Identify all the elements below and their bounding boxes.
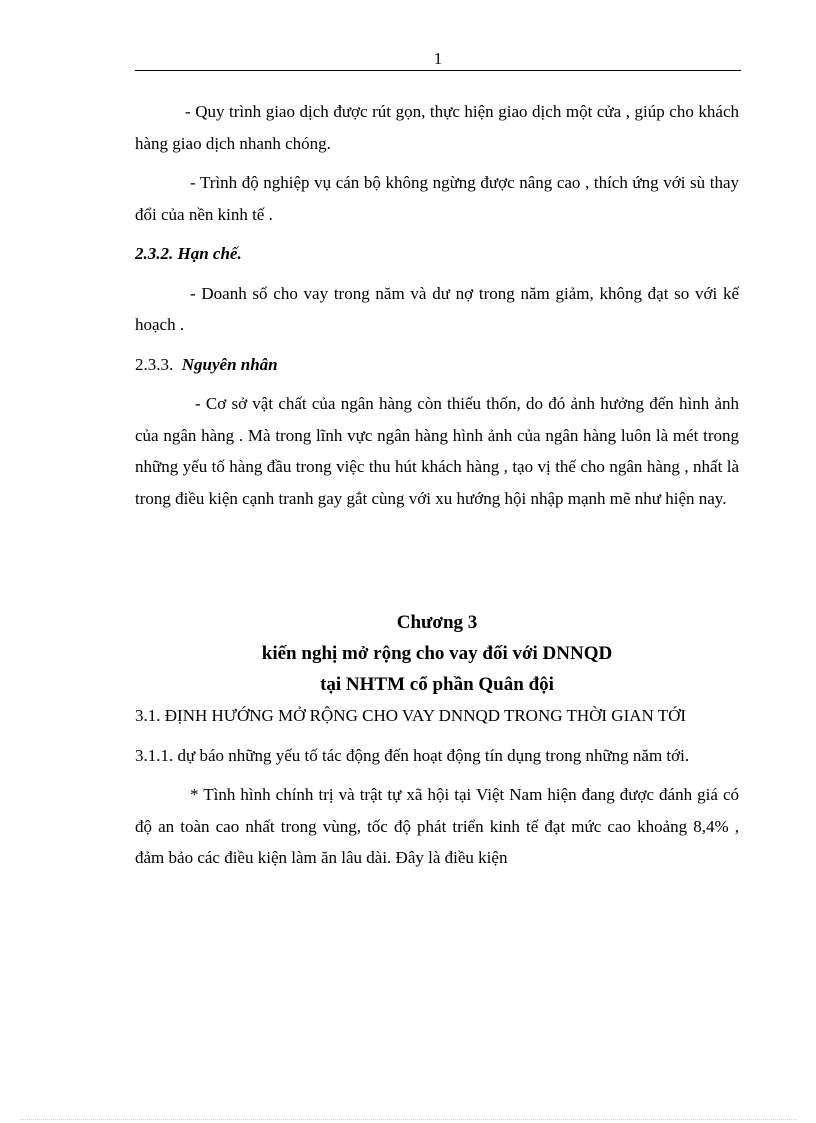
header-rule <box>135 70 741 71</box>
paragraph-staff-skills: - Trình độ nghiệp vụ cán bộ không ngừng được nâng cao , thích ứng với sù thay đổi của nền kinh tế . <box>135 173 739 224</box>
page-number: 1 <box>433 49 443 68</box>
paragraph-transaction-process: - Quy trình giao dịch được rút gọn, thực hiện giao dịch một cửa , giúp cho khách hàng giao dịch nhanh chóng. <box>135 102 739 153</box>
chapter-title-line2: tại NHTM cổ phần Quân đội <box>320 674 554 695</box>
paragraph-political-situation: * Tình hình chính trị và trật tự xã hội tại Việt Nam hiện đang được đánh giá có độ an toàn cao nhất trong vùng, tốc độ phát triển kinh tế đạt mức cao khoảng 8,4% , đảm bảo các điều kiện làm ăn lâu dài. Đây là điều kiện <box>135 785 739 867</box>
heading-2-3-3 <box>135 349 739 381</box>
chapter-number: Chương 3 <box>396 612 478 633</box>
heading-2-3-3-title: Nguyên nhân <box>181 354 278 374</box>
heading-2-3-3-number: 2.3.3. <box>135 354 174 374</box>
page-bottom-border <box>20 1119 796 1120</box>
section-3-1-1: 3.1.1. dự báo những yếu tố tác động đến hoạt động tín dụng trong những năm tới. <box>135 745 690 765</box>
chapter-title-line1: kiến nghị mở rộng cho vay đối với DNNQD <box>261 643 613 664</box>
document-body <box>135 96 739 874</box>
paragraph-causes: - Cơ sở vật chất của ngân hàng còn thiếu thốn, do đó ảnh hưởng đến hình ảnh của ngân hàng . Mà trong lĩnh vực ngân hàng hình ảnh của ngân hàng luôn là mét trong những yếu tố hàng đầu trong việc thu hút khách hàng , tạo vị thế cho ngân hàng , nhất là trong điều kiện cạnh tranh gay gắt cùng với xu hướng hội nhập mạnh mẽ như hiện nay. <box>135 394 739 508</box>
heading-2-3-2: 2.3.2. Hạn chế. <box>135 244 242 263</box>
section-3-1: 3.1. ĐỊNH HƯỚNG MỞ RỘNG CHO VAY DNNQD TRONG THỜI GIAN TỚI <box>135 706 687 725</box>
paragraph-loan-turnover: - Doanh số cho vay trong năm và dư nợ trong năm giảm, không đạt so với kế hoạch . <box>135 283 739 334</box>
